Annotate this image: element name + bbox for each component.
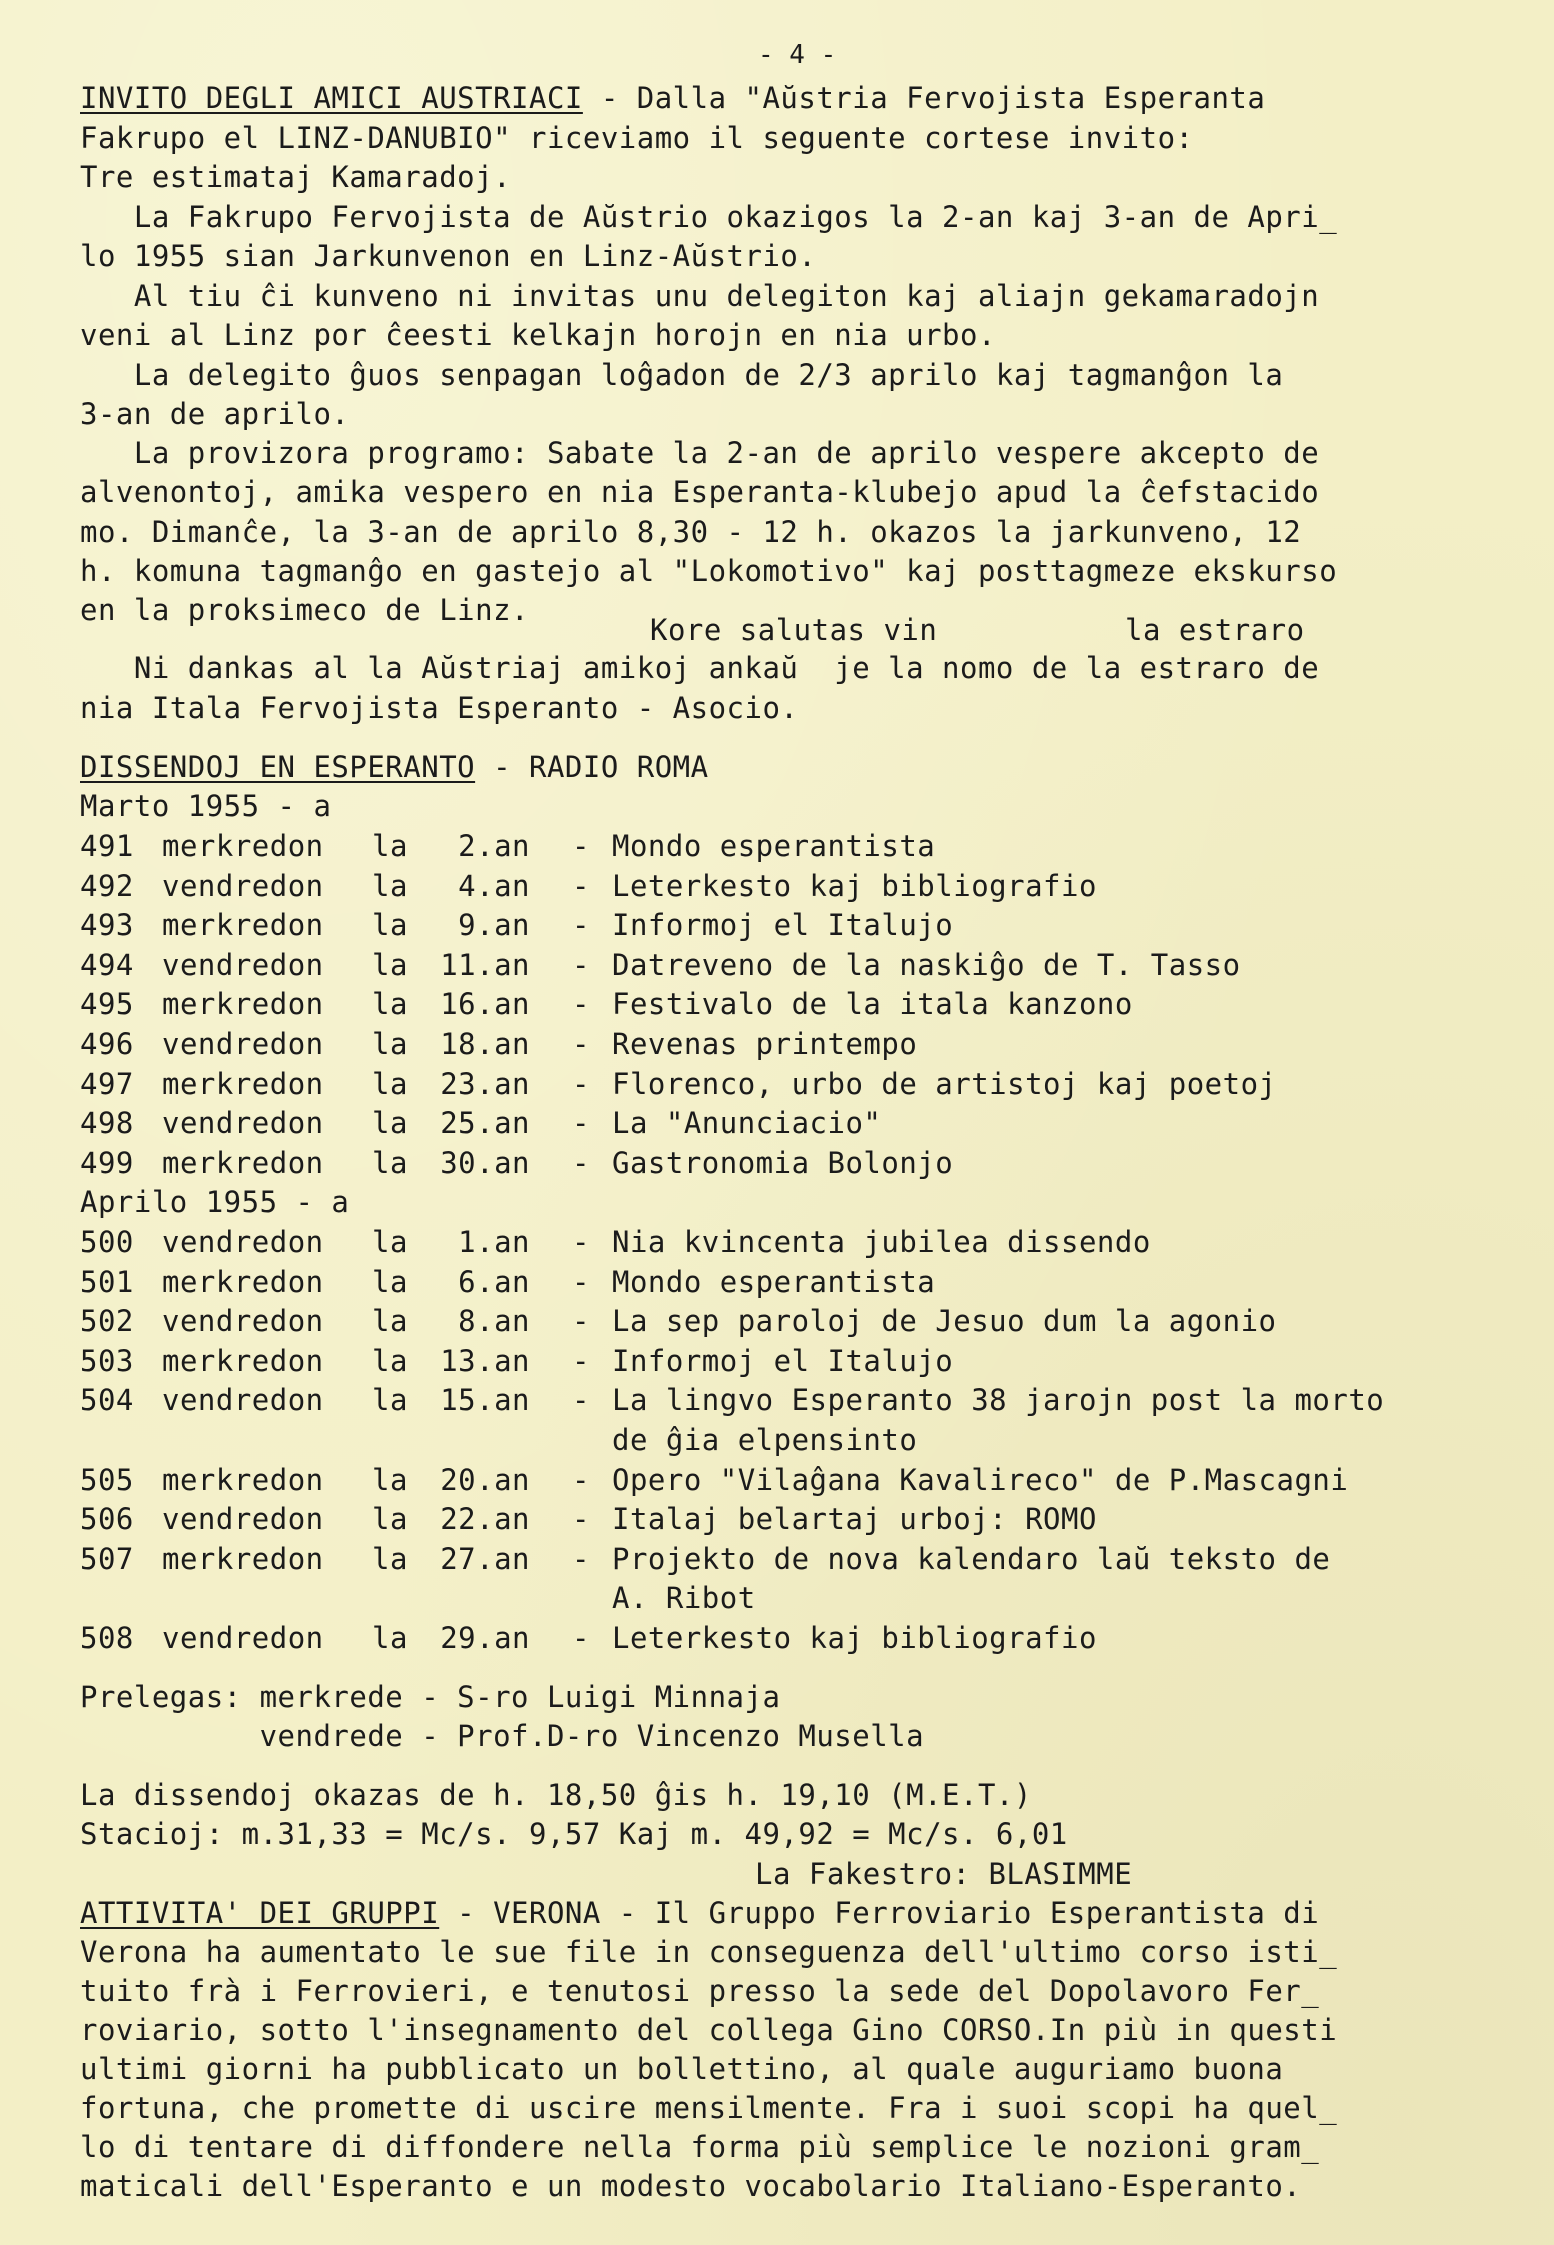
schedule-day: merkredon [162, 1264, 324, 1299]
schedule-dash: - [572, 908, 590, 943]
schedule-day: merkredon [162, 1145, 324, 1180]
invito-line-14: en la proksimeco de Linz. [80, 593, 529, 627]
schedule-dash: - [572, 1383, 590, 1418]
schedule-title: Florenco, urbo de artistoj kaj poetoj [612, 1066, 1277, 1101]
schedule-number: 501 [80, 1264, 134, 1299]
attivita-line-8: maticali dell'Esperanto e un modesto vocabolario Italiano-Esperanto. [80, 2169, 1302, 2203]
schedule-number: 492 [80, 868, 134, 903]
schedule-article: la [372, 868, 408, 903]
invito-line-15: Ni dankas al la Aŭstriaj amikoj ankaŭ je la nomo de la estraro de [80, 651, 1320, 685]
schedule-article: la [372, 1541, 408, 1576]
schedule-title: Informoj el Italujo [612, 908, 954, 943]
schedule-dash: - [572, 1343, 590, 1378]
schedule-date: 6.an [458, 1264, 530, 1299]
schedule-article: la [372, 987, 408, 1022]
radio-month-march: Marto 1955 - a [80, 789, 332, 823]
radio-heading-line [80, 747, 709, 787]
attivita-line-3: tuito frà i Ferrovieri, e tenutosi presso la sede del Dopolavoro Fer_ [80, 1974, 1320, 2008]
schedule-article: la [372, 1502, 408, 1537]
attivita-line-1 [80, 1893, 1319, 1933]
attivita-line-7: lo di tentare di diffondere nella forma più semplice le nozioni gram_ [80, 2130, 1320, 2164]
schedule-number: 504 [80, 1383, 134, 1418]
schedule-continuation-507: A. Ribot [612, 1581, 756, 1615]
attivita-line-2: Verona ha aumentato le sue file in conseguenza dell'ultimo corso isti_ [80, 1935, 1338, 1969]
schedule-day: merkredon [162, 1462, 324, 1497]
schedule-number: 494 [80, 947, 134, 982]
schedule-article: la [372, 1264, 408, 1299]
schedule-date: 18.an [440, 1027, 530, 1061]
schedule-dash: - [572, 1225, 590, 1259]
schedule-title: Nia kvincenta jubilea dissendo [612, 1225, 1151, 1259]
schedule-title: Gastronomia Bolonjo [612, 1145, 954, 1180]
schedule-dash: - [572, 1066, 590, 1101]
schedule-date: 9.an [458, 908, 530, 943]
schedule-dash: - [572, 1145, 590, 1180]
schedule-title: Italaj belartaj urboj: ROMO [612, 1502, 1097, 1537]
invito-line-16: nia Itala Fervojista Esperanto - Asocio. [80, 691, 799, 725]
schedule-title: Leterkesto kaj bibliografio [612, 868, 1097, 903]
schedule-date: 22.an [440, 1502, 530, 1537]
invito-line-1-rest: - Dalla "Aŭstria Fervojista Esperanta [582, 81, 1266, 115]
schedule-number: 493 [80, 908, 134, 943]
schedule-number: 495 [80, 987, 134, 1022]
schedule-article: la [372, 947, 408, 982]
schedule-day: vendredon [162, 947, 324, 982]
schedule-day: vendredon [162, 1027, 324, 1061]
invito-line-11: alvenontoj, amika vespero en nia Esperanta-klubejo apud la ĉefstacido [80, 475, 1320, 509]
schedule-dash: - [572, 1304, 590, 1339]
radio-signed: La Fakestro: BLASIMME [755, 1857, 1133, 1891]
schedule-title: Opero "Vilaĝana Kavalireco" de P.Mascagni [612, 1462, 1349, 1497]
invito-line-7: veni al Linz por ĉeesti kelkajn horojn en nia urbo. [80, 318, 996, 352]
schedule-title: Leterkesto kaj bibliografio [612, 1621, 1097, 1655]
schedule-date: 11.an [440, 947, 530, 982]
radio-stations: Stacioj: m.31,33 = Mc/s. 9,57 Kaj m. 49,92 = Mc/s. 6,01 [80, 1817, 1068, 1851]
invito-line-1 [80, 78, 1265, 118]
invito-greeting: Kore salutas vin [650, 613, 938, 647]
schedule-article: la [372, 1027, 408, 1061]
attivita-line-1-rest: - VERONA - Il Gruppo Ferroviario Esperantista di [439, 1896, 1320, 1930]
schedule-article: la [372, 1145, 408, 1180]
schedule-date: 27.an [440, 1541, 530, 1576]
schedule-article: la [372, 1462, 408, 1497]
schedule-date: 8.an [458, 1304, 530, 1339]
schedule-number: 507 [80, 1541, 134, 1576]
radio-times: La dissendoj okazas de h. 18,50 ĝis h. 19,10 (M.E.T.) [80, 1778, 1032, 1812]
attivita-line-4: roviario, sotto l'insegnamento del collega Gino CORSO.In più in questi [80, 2013, 1338, 2047]
schedule-day: merkredon [162, 908, 324, 943]
radio-month-april: Aprilo 1955 - a [80, 1185, 350, 1219]
schedule-date: 4.an [458, 868, 530, 903]
schedule-number: 503 [80, 1343, 134, 1378]
schedule-date: 30.an [440, 1145, 530, 1180]
schedule-day: vendredon [162, 1106, 324, 1141]
schedule-title: La sep paroloj de Jesuo dum la agonio [612, 1304, 1277, 1339]
schedule-number: 497 [80, 1066, 134, 1101]
radio-heading-rest: - RADIO ROMA [475, 750, 709, 784]
attivita-heading: ATTIVITA' DEI GRUPPI [80, 1896, 440, 1930]
schedule-dash: - [572, 1264, 590, 1299]
invito-line-13: h. komuna tagmanĝo en gastejo al "Lokomotivo" kaj posttagmeze ekskurso [80, 554, 1338, 588]
schedule-day: vendredon [162, 1621, 324, 1655]
invito-line-4: La Fakrupo Fervojista de Aŭstrio okazigos la 2-an kaj 3-an de Apri_ [80, 200, 1338, 234]
invito-line-8: La delegito ĝuos senpagan loĝadon de 2/3 aprilo kaj tagmanĝon la [80, 358, 1284, 392]
radio-prelegas-2: vendrede - Prof.D-ro Vincenzo Musella [80, 1719, 925, 1753]
schedule-date: 2.an [458, 829, 530, 863]
schedule-title: Mondo esperantista [612, 829, 936, 863]
schedule-title: Informoj el Italujo [612, 1343, 954, 1378]
schedule-day: vendredon [162, 1383, 324, 1418]
schedule-dash: - [572, 868, 590, 903]
invito-line-6: Al tiu ĉi kunveno ni invitas unu delegiton kaj aliajn gekamaradojn [80, 279, 1320, 313]
schedule-date: 20.an [440, 1462, 530, 1497]
invito-heading: INVITO DEGLI AMICI AUSTRIACI [80, 81, 583, 115]
schedule-dash: - [572, 947, 590, 982]
schedule-dash: - [572, 1027, 590, 1061]
schedule-dash: - [572, 1106, 590, 1141]
schedule-day: merkredon [162, 1343, 324, 1378]
schedule-dash: - [572, 987, 590, 1022]
schedule-article: la [372, 829, 408, 863]
schedule-title: Festivalo de la itala kanzono [612, 987, 1133, 1022]
schedule-dash: - [572, 1502, 590, 1537]
schedule-number: 508 [80, 1621, 134, 1655]
invito-line-12: mo. Dimanĉe, la 3-an de aprilo 8,30 - 12 h. okazos la jarkunveno, 12 [80, 515, 1302, 549]
schedule-number: 506 [80, 1502, 134, 1537]
schedule-number: 502 [80, 1304, 134, 1339]
schedule-day: vendredon [162, 868, 324, 903]
schedule-day: merkredon [162, 1066, 324, 1101]
schedule-title: Revenas printempo [612, 1027, 918, 1061]
invito-line-9: 3-an de aprilo. [80, 397, 350, 431]
schedule-date: 29.an [440, 1621, 530, 1655]
schedule-day: vendredon [162, 1225, 324, 1259]
schedule-day: merkredon [162, 1541, 324, 1576]
invito-line-3: Tre estimataj Kamaradoj. [80, 160, 512, 194]
schedule-dash: - [572, 1462, 590, 1497]
schedule-article: la [372, 1304, 408, 1339]
schedule-title: La lingvo Esperanto 38 jarojn post la morto [612, 1383, 1385, 1418]
schedule-article: la [372, 1066, 408, 1101]
schedule-date: 1.an [458, 1225, 530, 1259]
schedule-number: 498 [80, 1106, 134, 1141]
schedule-date: 13.an [440, 1343, 530, 1378]
schedule-article: la [372, 1225, 408, 1259]
schedule-date: 23.an [440, 1066, 530, 1101]
schedule-number: 505 [80, 1462, 134, 1497]
schedule-continuation-504: de ĝia elpensinto [612, 1423, 918, 1457]
schedule-dash: - [572, 829, 590, 863]
schedule-number: 496 [80, 1027, 134, 1061]
schedule-day: merkredon [162, 987, 324, 1022]
schedule-date: 15.an [440, 1383, 530, 1418]
schedule-title: Projekto de nova kalendaro laŭ teksto de [612, 1541, 1331, 1576]
invito-line-5: lo 1955 sian Jarkunvenon en Linz-Aŭstrio. [80, 239, 817, 273]
schedule-dash: - [572, 1541, 590, 1576]
invito-signer: la estraro [1125, 613, 1305, 647]
invito-line-2: Fakrupo el LINZ-DANUBIO" riceviamo il seguente cortese invito: [80, 121, 1194, 155]
schedule-number: 500 [80, 1225, 134, 1259]
schedule-date: 16.an [440, 987, 530, 1022]
schedule-article: la [372, 908, 408, 943]
schedule-title: Datreveno de la naskiĝo de T. Tasso [612, 947, 1241, 982]
invito-line-10: La provizora programo: Sabate la 2-an de aprilo vespere akcepto de [80, 436, 1320, 470]
attivita-line-5: ultimi giorni ha pubblicato un bollettino, al quale auguriamo buona [80, 2052, 1284, 2086]
schedule-number: 491 [80, 829, 134, 863]
schedule-dash: - [572, 1621, 590, 1655]
schedule-title: Mondo esperantista [612, 1264, 936, 1299]
page-number: - 4 - [758, 40, 837, 70]
schedule-day: vendredon [162, 1502, 324, 1537]
schedule-day: merkredon [162, 829, 324, 863]
schedule-title: La "Anunciacio" [612, 1106, 882, 1141]
schedule-article: la [372, 1621, 408, 1655]
schedule-article: la [372, 1383, 408, 1418]
schedule-article: la [372, 1343, 408, 1378]
attivita-line-6: fortuna, che promette di uscire mensilmente. Fra i suoi scopi ha quel_ [80, 2091, 1338, 2125]
radio-prelegas-1: Prelegas: merkrede - S-ro Luigi Minnaja [80, 1680, 781, 1714]
schedule-day: vendredon [162, 1304, 324, 1339]
schedule-number: 499 [80, 1145, 134, 1180]
schedule-date: 25.an [440, 1106, 530, 1141]
schedule-article: la [372, 1106, 408, 1141]
radio-heading: DISSENDOJ EN ESPERANTO [80, 750, 476, 784]
